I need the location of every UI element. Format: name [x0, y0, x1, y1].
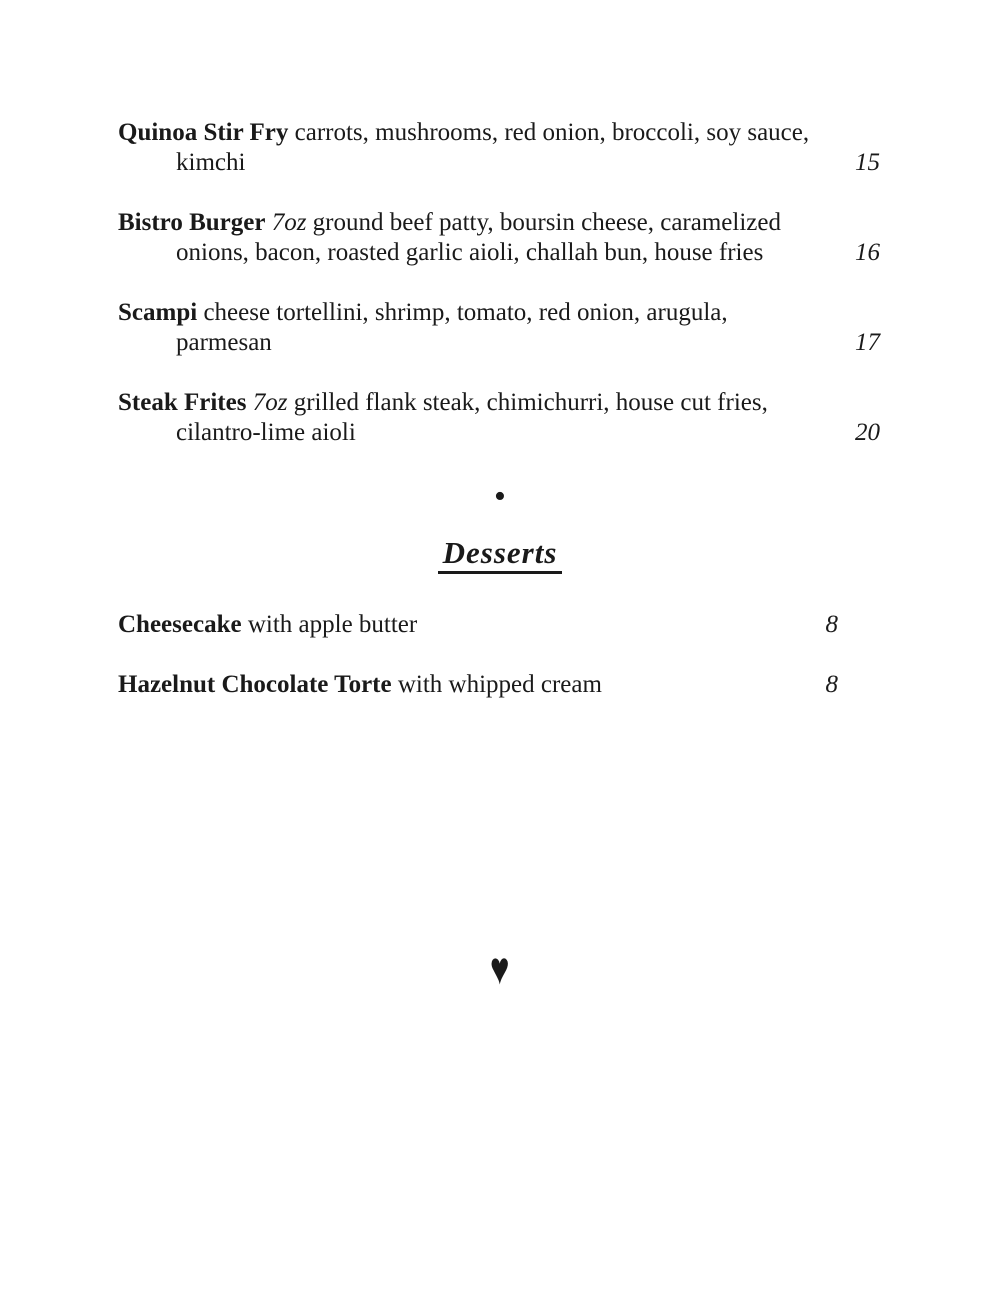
- item-line-1: [118, 670, 880, 700]
- item-description: with whipped cream: [397, 671, 602, 698]
- item-description-line1: cheese tortellini, shrimp, tomato, red onion, arugula,: [203, 299, 728, 326]
- item-name: Cheesecake: [118, 611, 242, 638]
- item-description-line2: parmesan: [176, 329, 272, 356]
- item-line-2: [118, 238, 880, 268]
- item-name: Steak Frites: [118, 389, 247, 416]
- desserts-section: [0, 536, 1000, 574]
- heart-icon: ♥: [490, 943, 510, 994]
- item-name: Hazelnut Chocolate Torte: [118, 671, 392, 698]
- item-line-1: [118, 388, 880, 418]
- item-line-1: [118, 298, 880, 328]
- item-qualifier: 7oz: [252, 389, 288, 416]
- dessert-item-cheesecake: [118, 610, 880, 640]
- desserts-heading: Desserts: [438, 536, 563, 574]
- item-description-line1: grilled flank steak, chimichurri, house cut fries,: [293, 389, 768, 416]
- menu-item-steak-frites: [118, 388, 880, 448]
- section-separator: [0, 478, 1000, 515]
- item-price: 8: [825, 671, 838, 698]
- item-description-line1: ground beef patty, boursin cheese, caramelized: [312, 209, 781, 236]
- item-description-line2: kimchi: [176, 149, 246, 176]
- menu-item-bistro-burger: [118, 208, 880, 268]
- item-line-1: [118, 118, 880, 148]
- item-qualifier: 7oz: [271, 209, 307, 236]
- item-price: 15: [855, 149, 880, 176]
- dessert-item-hazelnut-chocolate-torte: [118, 670, 880, 700]
- item-description-line1: carrots, mushrooms, red onion, broccoli, soy sauce,: [294, 119, 810, 146]
- item-name: Scampi: [118, 299, 198, 326]
- menu-item-quinoa-stir-fry: [118, 118, 880, 178]
- item-price: 20: [855, 419, 880, 446]
- item-description-line2: onions, bacon, roasted garlic aioli, challah bun, house fries: [176, 239, 764, 266]
- item-description: with apple butter: [247, 611, 418, 638]
- menu-item-scampi: [118, 298, 880, 358]
- item-price: 8: [825, 611, 838, 638]
- item-name: Bistro Burger: [118, 209, 266, 236]
- bullet-separator-icon: •: [494, 478, 506, 515]
- item-price: 16: [855, 239, 880, 266]
- item-line-1: [118, 208, 880, 238]
- footer-decoration: [0, 944, 1000, 994]
- item-name: Quinoa Stir Fry: [118, 119, 289, 146]
- item-description-line2: cilantro-lime aioli: [176, 419, 356, 446]
- item-line-2: [118, 418, 880, 448]
- item-price: 17: [855, 329, 880, 356]
- item-line-2: [118, 148, 880, 178]
- item-line-1: [118, 610, 880, 640]
- item-line-2: [118, 328, 880, 358]
